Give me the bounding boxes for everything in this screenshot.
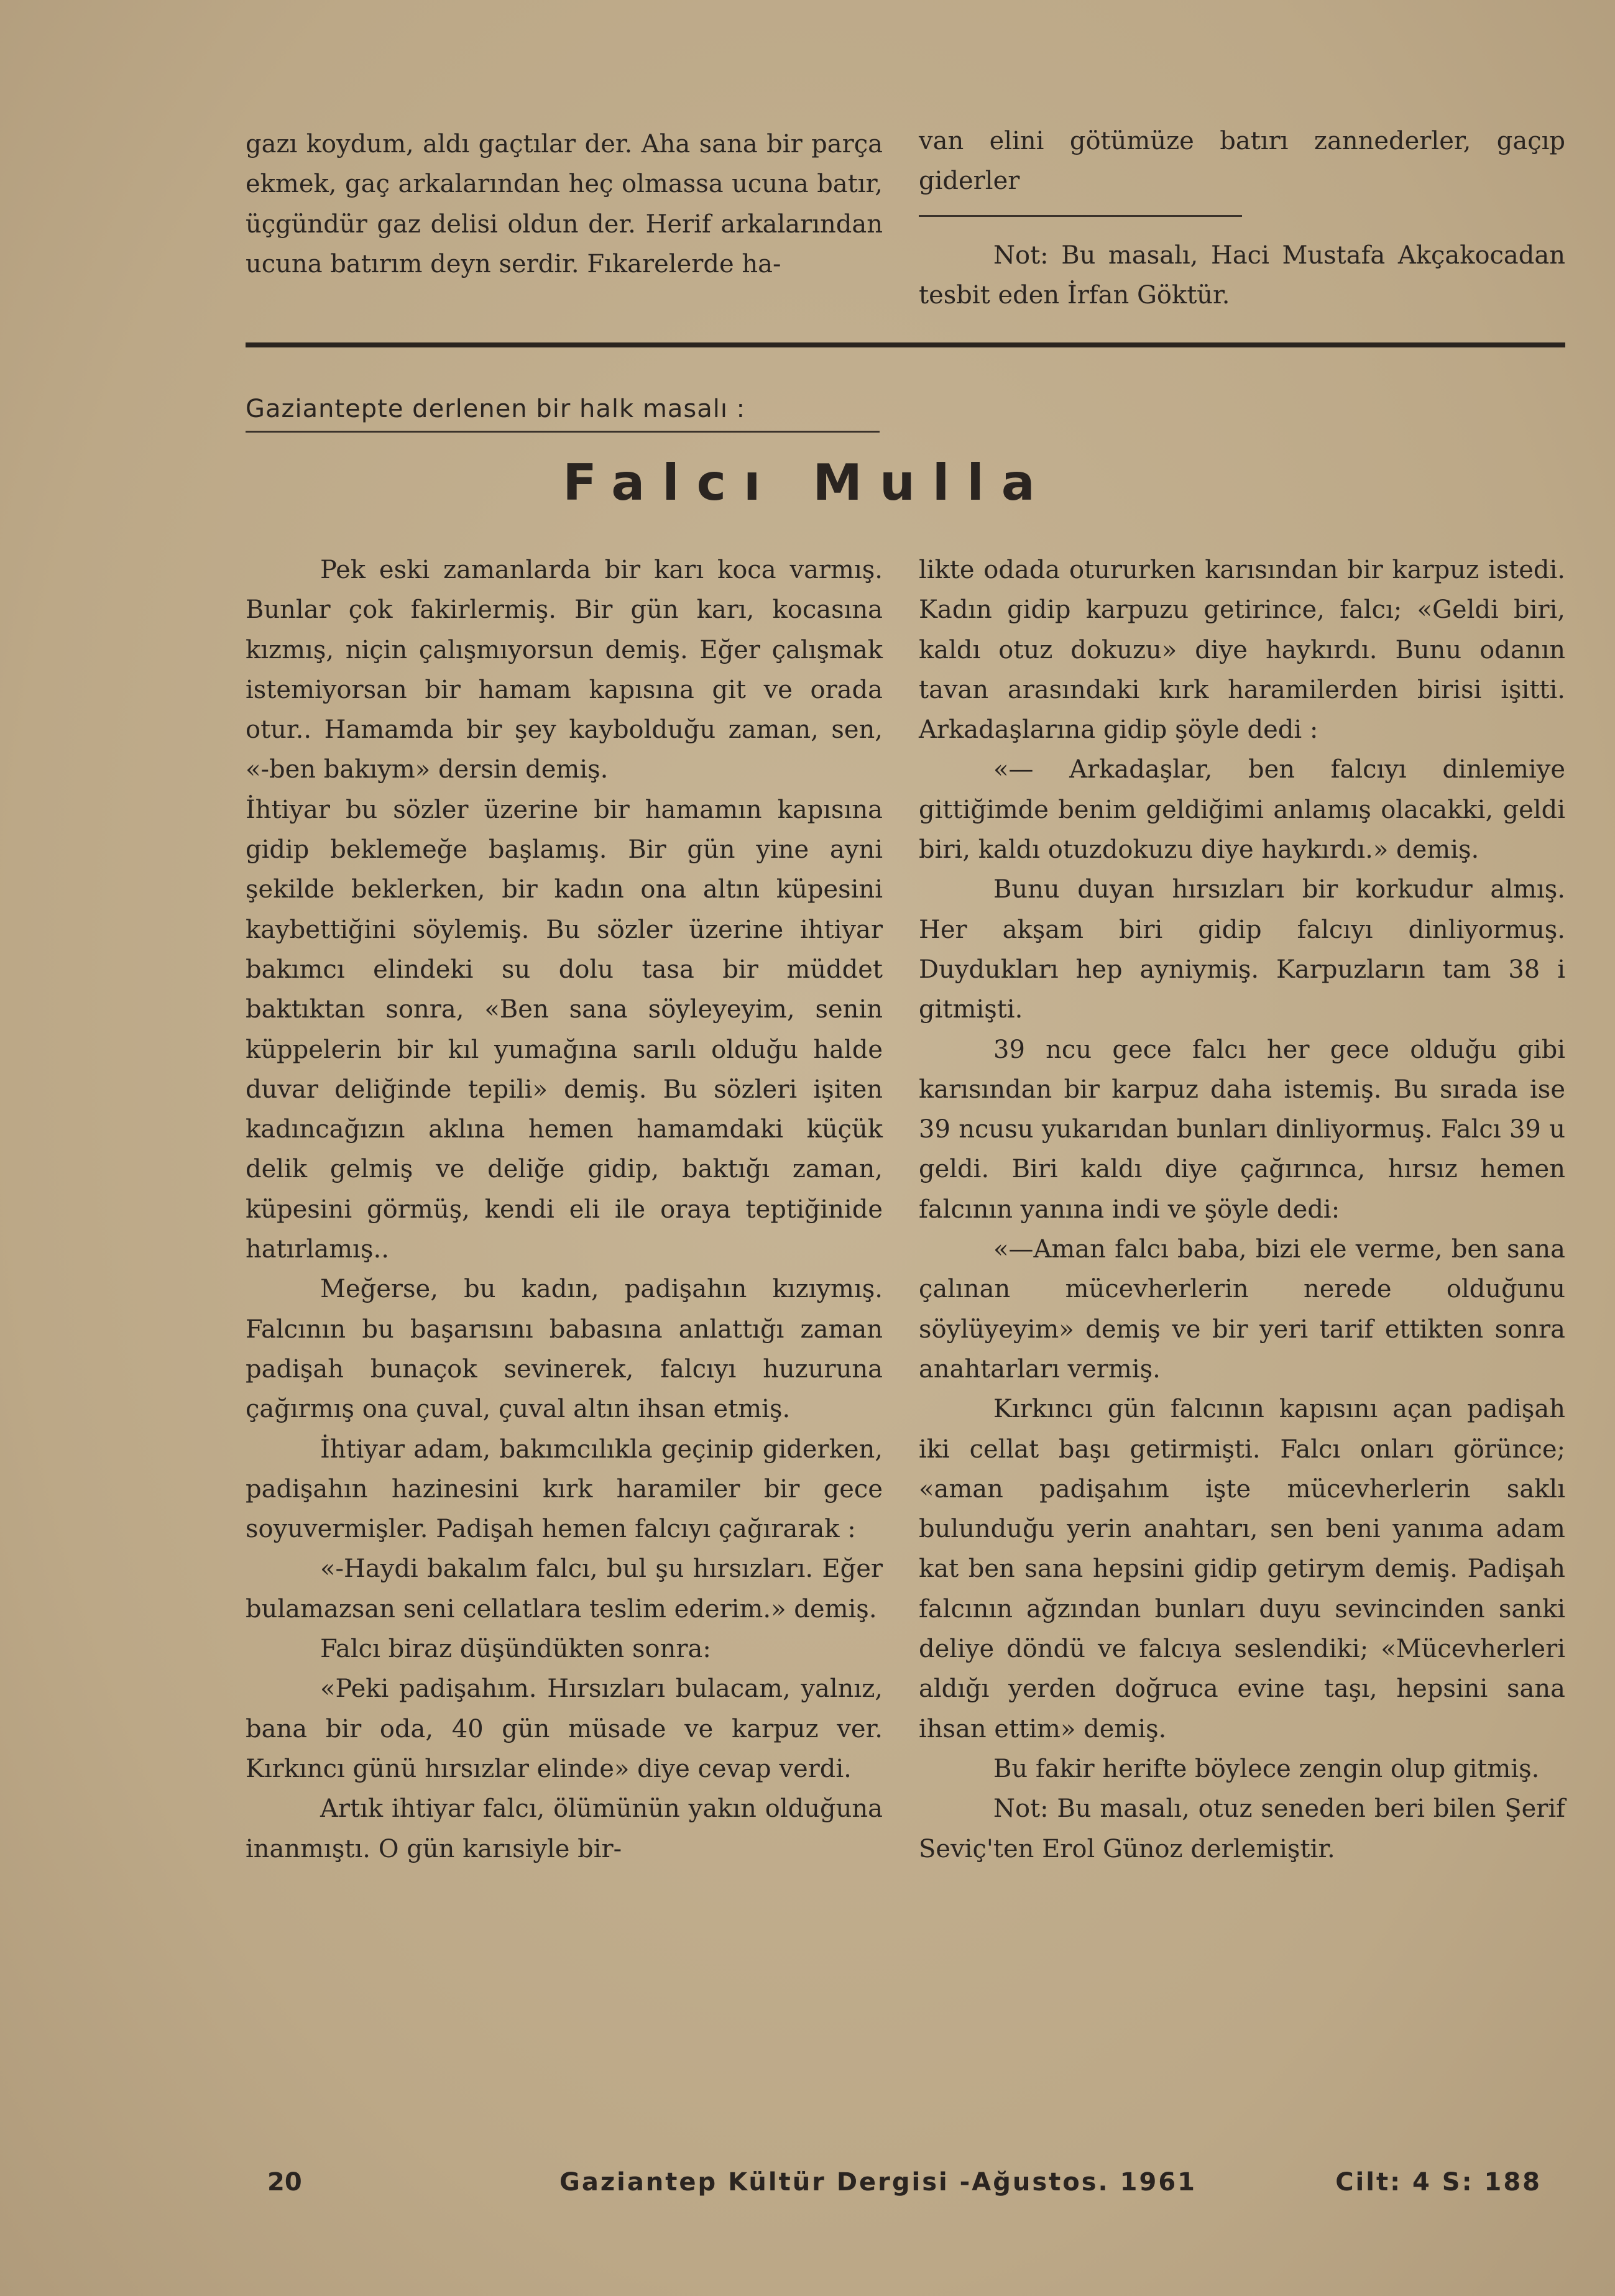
paragraph: Bunu duyan hırsızları bir korkudur almış. Her akşam biri gidip falcıyı dinliyormuş. Duydukları hep ayniymiş. Karpuzların tam 38 i gitmişti. (919, 875, 1565, 1024)
paragraph: Bu fakir herifte böylece zengin olup gitmiş. (993, 1754, 1540, 1783)
paragraph: «— Arkadaşlar, ben falcıyı dinlemiye gittiğimde benim geldiğimi anlamış olacakki, geldi biri, kaldı otuzdokuzu diye haykırdı.» demiş. (919, 755, 1565, 865)
intro-underline (246, 431, 880, 433)
paragraph: Artık ihtiyar falcı, ölümünün yakın olduğuna inanmıştı. O gün karısiyle bir- (246, 1794, 883, 1863)
previous-story-text-continued: van elini götümüze batırı zannederler, gaçıp giderler (919, 127, 1565, 196)
previous-story-end-right (919, 121, 1565, 315)
right-column (919, 550, 1565, 1869)
paragraph: Pek eski zamanlarda bir karı koca varmış. Bunlar çok fakirlermiş. Bir gün karı, kocasına kızmış, niçin çalışmıyorsun demiş. Eğer çalışmak istemiyorsan bir hamam kapısına git ve orada otur.. Hamamda bir şey kaybolduğu zaman, sen, «-ben bakıym» dersin demiş. (246, 556, 883, 784)
paragraph: Falcı biraz düşündükten sonra: (320, 1635, 711, 1664)
paragraph: «-Haydi bakalım falcı, bul şu hırsızları. Eğer bulamazsan seni cellatlara teslim ederim.» demiş. (246, 1554, 883, 1623)
note-divider (919, 215, 1242, 217)
collector-note: Not: Bu masalı, otuz seneden beri bilen Şerif Seviç'ten Erol Günoz derlemiştir. (919, 1794, 1565, 1863)
previous-story-end-left (246, 124, 883, 284)
paragraph: «Peki padişahım. Hırsızları bulacam, yalnız, bana bir oda, 40 gün müsade ve karpuz ver. Kırkıncı günü hırsızlar elinde» diye cevap verdi. (246, 1674, 883, 1783)
story-intro: Gaziantepte derlenen bir halk masalı : (246, 395, 746, 423)
paragraph: likte odada otururken karısından bir karpuz istedi. Kadın gidip karpuzu getirince, falcı; «Geldi biri, kaldı otuz dokuzu» diye haykırdı. Bunu odanın tavan arasındaki kırk haramilerden birisi işitti. Arkadaşlarına gidip şöyle dedi : (919, 556, 1565, 745)
previous-story-text: gazı koydum, aldı gaçtılar der. Aha sana bir parça ekmek, gaç arkalarından heç olmassa ucuna batır, üçgündür gaz delisi oldun der. Herif arkalarından ucuna batırım deyn serdir. Fıkarelerde ha- (246, 130, 883, 278)
paragraph: Meğerse, bu kadın, padişahın kızıymış. Falcının bu başarısını babasına anlattığı zaman padişah bunaçok sevinerek, falcıyı huzuruna çağırmış ona çuval, çuval altın ihsan etmiş. (246, 1275, 883, 1424)
paragraph: Kırkıncı gün falcının kapısını açan padişah iki cellat başı getirmişti. Falcı onları görünce; «aman padişahım işte mücevherlerin saklı bulunduğu yerin anahtarı, sen beni yanıma adam kat ben sana hepsini gidip getirym demiş. Padişah falcının ağzından bunları duyu sevincinden sanki deliye döndü ve falcıya seslendiki; «Mücevherleri aldığı yerden doğruca evine taşı, hepsini sana ihsan ettim» demiş. (919, 1395, 1565, 1743)
paragraph: «—Aman falcı baba, bizi ele verme, ben sana çalınan mücevherlerin nerede olduğunu söylüyeyim» demiş ve bir yeri tarif ettikten sonra anahtarları vermiş. (919, 1235, 1565, 1384)
page-footer (267, 2168, 1542, 2197)
paragraph: İhtiyar bu sözler üzerine bir hamamın kapısına gidip beklemeğe başlamış. Bir gün yine ayni şekilde beklerken, bir kadın ona altın küpesini kaybettiğini söylemiş. Bu sözler üzerine ihtiyar bakımcı elindeki su dolu tasa bir müddet baktıktan sonra, «Ben sana söyleyeyim, senin küppelerin bir kıl yumağına sarılı olduğu halde duvar deliğinde tepili» demiş. Bu sözleri işiten kadıncağızın aklına hemen hamamdaki küçük delik gelmiş ve deliğe gidip, baktığı zaman, küpesini görmüş, kendi eli ile oraya teptiğinide hatırlamış.. (246, 795, 883, 1264)
previous-story-note: Not: Bu masalı, Haci Mustafa Akçakocadan tesbit eden İrfan Göktür. (919, 241, 1565, 310)
paragraph: 39 ncu gece falcı her gece olduğu gibi karısından bir karpuz daha istemiş. Bu sırada ise 39 ncusu yukarıdan bunları dinliyormuş. Falcı 39 u geldi. Biri kaldı diye çağırınca, hırsız hemen falcının yanına indi ve şöyle dedi: (919, 1035, 1565, 1224)
section-divider (246, 342, 1565, 347)
left-column (246, 550, 883, 1869)
paragraph: İhtiyar adam, bakımcılıkla geçinip giderken, padişahın hazinesini kırk haramiler bir gece soyuvermişler. Padişah hemen falcıyı çağırarak : (246, 1435, 883, 1544)
story-title: Falcı Mulla (563, 454, 1052, 512)
volume-issue: Cilt: 4 S: 188 (1335, 2168, 1542, 2197)
magazine-name: Gaziantep Kültür Dergisi -Ağustos. 1961 (559, 2168, 1197, 2197)
page-number: 20 (267, 2168, 302, 2197)
